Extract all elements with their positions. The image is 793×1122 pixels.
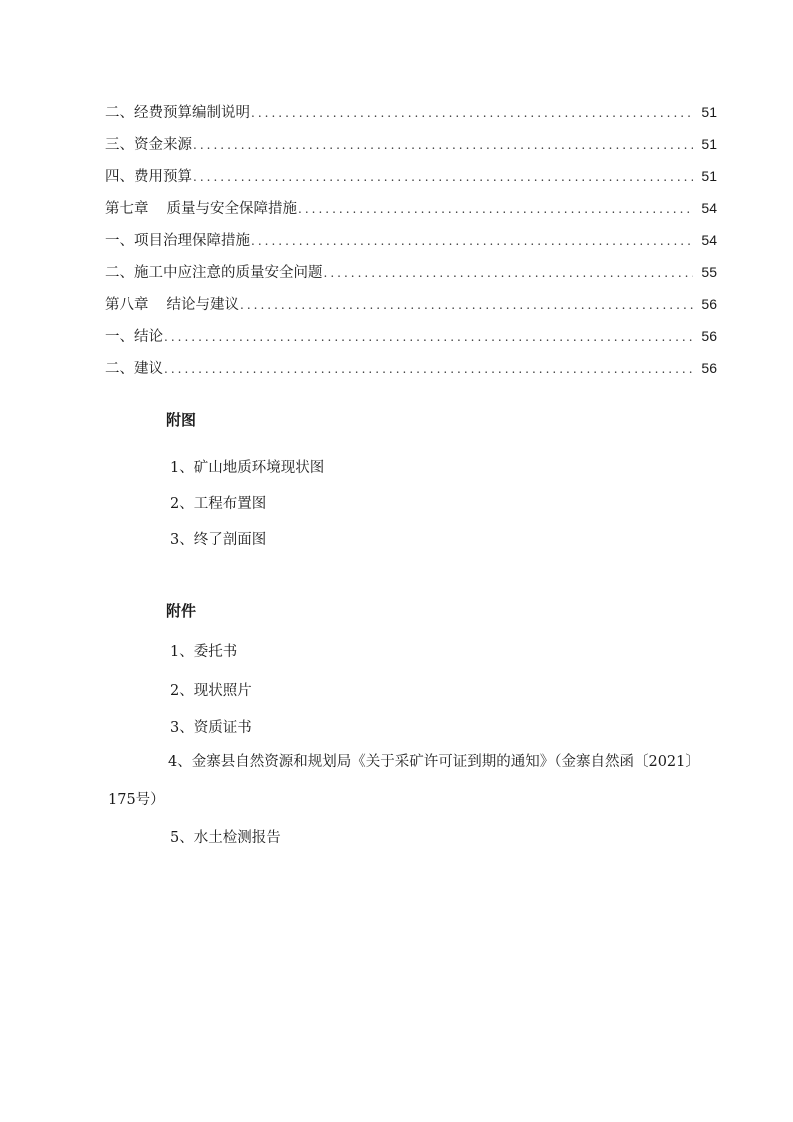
toc-leader-dots [251, 229, 693, 253]
toc-entry-title: 一、结论 [105, 329, 163, 345]
toc-entry-page: 54 [701, 232, 717, 248]
toc-entry-title: 一、项目治理保障措施 [105, 233, 250, 249]
toc-entry-page: 56 [701, 328, 717, 344]
figure-item: 1、矿山地质环境现状图 [170, 460, 325, 476]
toc-chapter-number: 第七章 [105, 201, 149, 217]
figures-heading: 附图 [166, 411, 197, 429]
attachment-item: 5、水土检测报告 [170, 830, 281, 846]
toc-entry-page: 51 [701, 136, 717, 152]
toc-entry[interactable] [105, 324, 717, 356]
toc-entry-title [105, 293, 239, 317]
toc-entry[interactable] [105, 100, 717, 132]
figure-item: 3、终了剖面图 [170, 532, 267, 548]
toc-entry-title: 二、建议 [105, 361, 163, 377]
toc-entry[interactable] [105, 132, 717, 164]
toc-entry-page: 51 [701, 104, 717, 120]
toc-entry-title [105, 197, 297, 221]
toc-entry[interactable] [105, 260, 717, 292]
toc-chapter-title: 质量与安全保障措施 [166, 201, 297, 217]
toc-entry-page: 54 [701, 200, 717, 216]
toc-entry-title: 三、资金来源 [105, 137, 192, 153]
toc-chapter-entry[interactable] [105, 196, 717, 228]
toc-leader-dots [324, 261, 694, 285]
figure-item: 2、工程布置图 [170, 496, 267, 512]
toc-entry-page: 55 [701, 264, 717, 280]
toc-entry-page: 56 [701, 360, 717, 376]
toc-chapter-title: 结论与建议 [166, 297, 239, 313]
toc-leader-dots [164, 325, 693, 349]
table-of-contents [105, 100, 717, 388]
toc-leader-dots [240, 293, 693, 317]
toc-leader-dots [193, 165, 693, 189]
toc-entry[interactable] [105, 356, 717, 388]
toc-leader-dots [251, 101, 693, 125]
attachment-item: 2、现状照片 [170, 683, 252, 699]
toc-chapter-number: 第八章 [105, 297, 149, 313]
attachments-heading: 附件 [166, 602, 197, 620]
toc-entry-title: 二、施工中应注意的质量安全问题 [105, 265, 323, 281]
toc-leader-dots [298, 197, 693, 221]
toc-chapter-entry[interactable] [105, 292, 717, 324]
attachment-item: 1、委托书 [170, 644, 238, 660]
toc-entry[interactable] [105, 228, 717, 260]
toc-entry-page: 51 [701, 168, 717, 184]
toc-leader-dots [193, 133, 693, 157]
toc-entry-title: 二、经费预算编制说明 [105, 105, 250, 121]
toc-entry[interactable] [105, 164, 717, 196]
toc-entry-page: 56 [701, 296, 717, 312]
toc-leader-dots [164, 357, 693, 381]
attachment-item-wrapped: 4、金寨县自然资源和规划局《关于采矿许可证到期的通知》（金寨自然函〔2021〕175号） [108, 754, 700, 808]
attachment-item: 3、资质证书 [170, 720, 252, 736]
toc-entry-title: 四、费用预算 [105, 169, 192, 185]
